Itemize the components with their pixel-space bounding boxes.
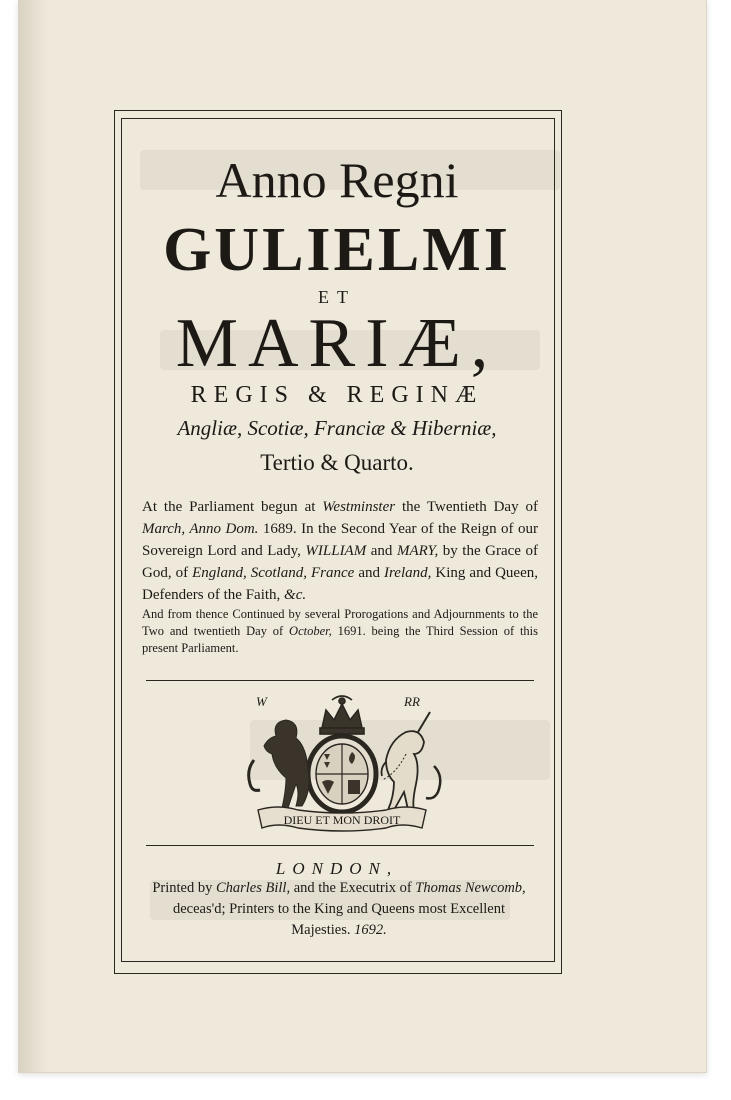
imprint-city: LONDON, (275, 859, 399, 878)
parliament-paragraph: At the Parliament begun at Westminster the Twentieth Day of March, Anno Dom. 1689. In the Second Year of the Reign of our Sovereign Lord and Lady, WILLIAM and MARY, by the Grace of God, of England, Scotland, France and Ireland, King and Queen, Defenders of the Faith, &c. (142, 499, 538, 603)
royal-coat-of-arms-icon (236, 692, 448, 842)
title-mariae: MARIÆ, (175, 305, 499, 382)
title-tertio-quarto: Tertio & Quarto. (260, 450, 414, 475)
title-realms: Angliæ, Scotiæ, Franciæ & Hiberniæ, (177, 416, 497, 440)
cipher-right: RR (404, 694, 420, 709)
title-gulielmi: GULIELMI (163, 216, 511, 284)
binding-edge-shadow (18, 0, 48, 1072)
imprint-text: Printed by Charles Bill, and the Executrix of Thomas Newcomb, deceas'd; Printers to the King and Queens most Excellent Majesties. 1692. (152, 880, 526, 938)
title-anno-regni: Anno Regni (215, 152, 459, 208)
divider-rule (146, 845, 534, 846)
cipher-left: W (256, 694, 267, 709)
session-paragraph: And from thence Continued by several Prorogations and Adjournments to the Two and twentieth Day of October, 1691. being the Third Session of this present Parliament. (142, 607, 539, 655)
divider-rule (146, 680, 534, 681)
crest-motto: DIEU ET MON DROIT (283, 813, 401, 827)
title-et: ET (318, 287, 356, 307)
title-regis-reginae: REGIS & REGINÆ (190, 382, 484, 408)
